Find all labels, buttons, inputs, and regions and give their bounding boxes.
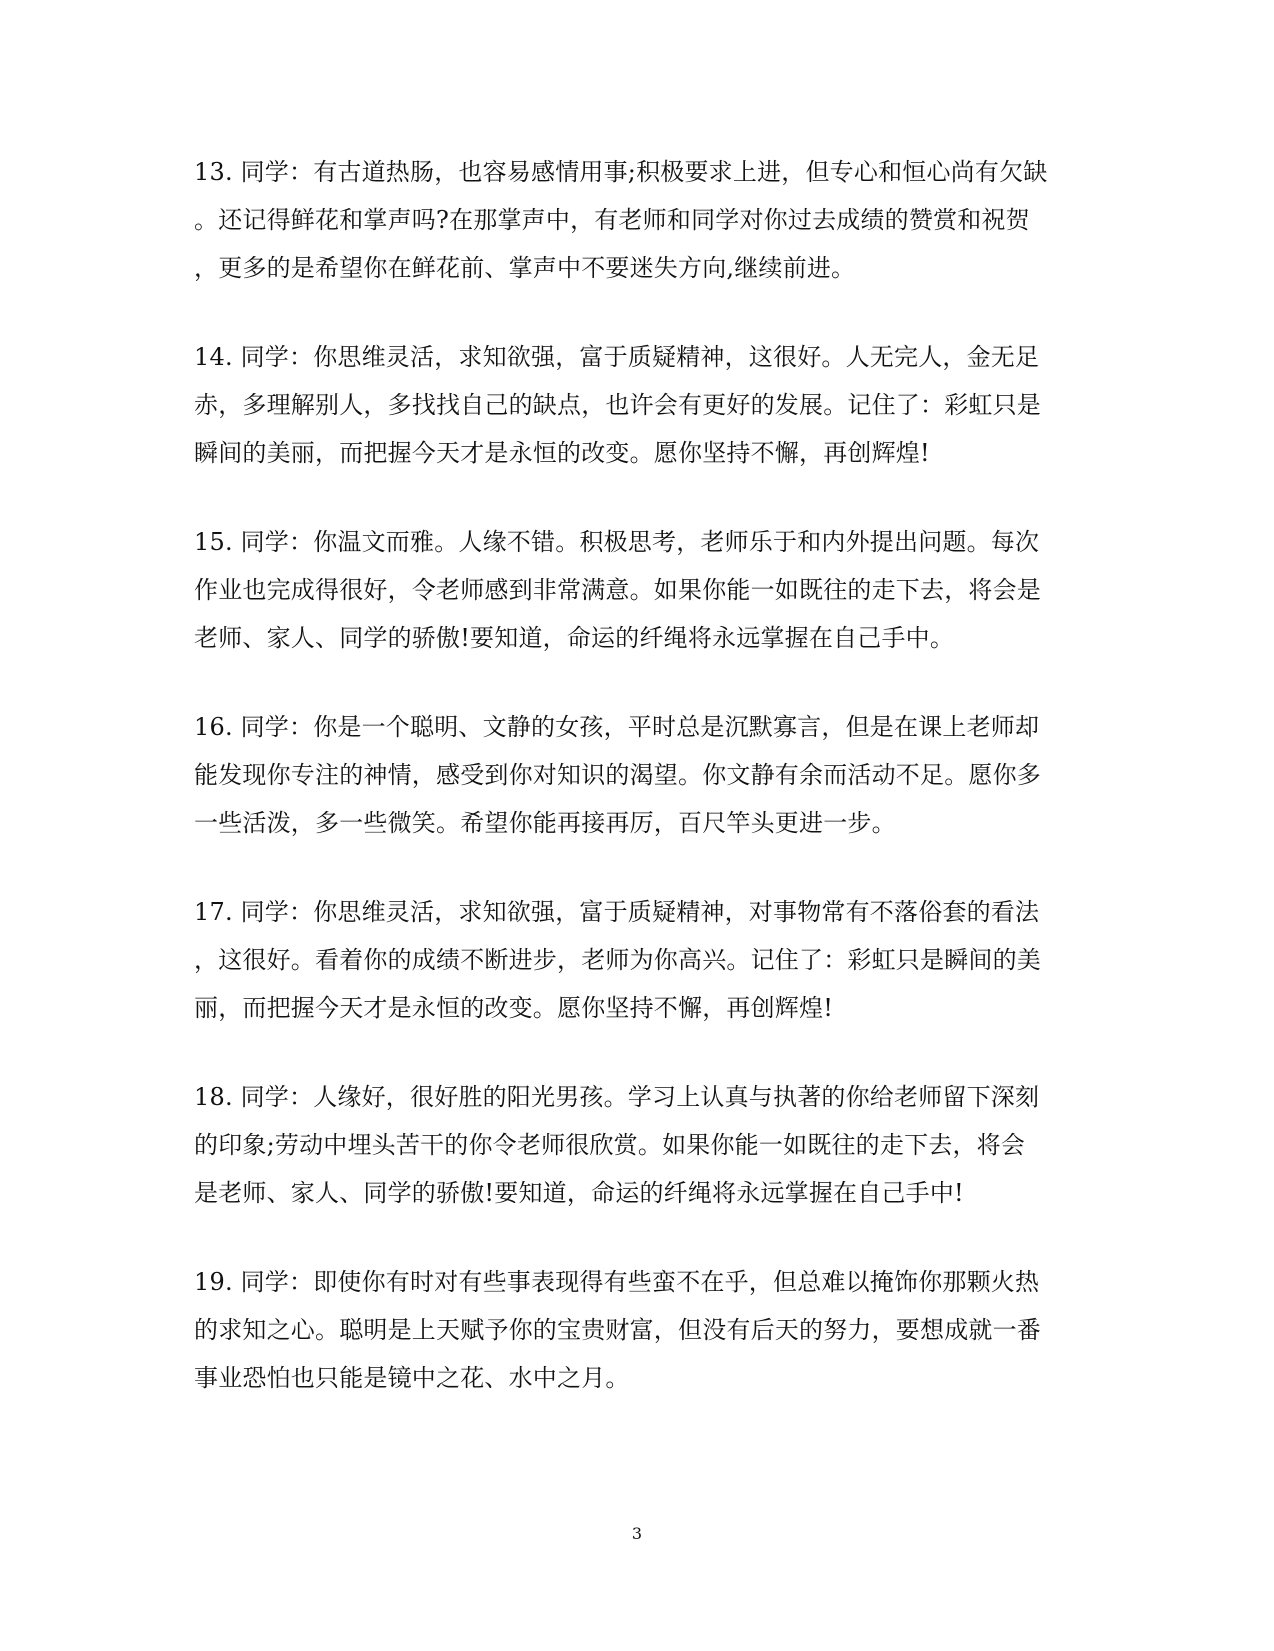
- text-line: 作业也完成得很好，令老师感到非常满意。如果你能一如既往的走下去，将会是: [194, 576, 1041, 604]
- text-line: 15. 同学：你温文而雅。人缘不错。积极思考，老师乐于和内外提出问题。每次: [194, 528, 1040, 556]
- comment-entry-13: [194, 148, 1074, 292]
- text-line: 能发现你专注的神情，感受到你对知识的渴望。你文静有余而活动不足。愿你多: [194, 761, 1041, 789]
- text-line: 13. 同学：有古道热肠，也容易感情用事;积极要求上进，但专心和恒心尚有欠缺: [194, 158, 1048, 186]
- text-line: 是老师、家人、同学的骄傲!要知道，命运的纤绳将永远掌握在自己手中!: [194, 1179, 964, 1207]
- text-line: 的求知之心。聪明是上天赋予你的宝贵财富，但没有后天的努力，要想成就一番: [194, 1316, 1041, 1344]
- text-line: ，这很好。看着你的成绩不断进步，老师为你高兴。记住了：彩虹只是瞬间的美: [194, 946, 1041, 974]
- text-line: 16. 同学：你是一个聪明、文静的女孩，平时总是沉默寡言，但是在课上老师却: [194, 713, 1040, 741]
- page-number: 3: [631, 1524, 643, 1543]
- text-line: 事业恐怕也只能是镜中之花、水中之月。: [194, 1364, 630, 1392]
- comment-entry-18: [194, 1073, 1074, 1217]
- text-line: 14. 同学：你思维灵活，求知欲强，富于质疑精神，这很好。人无完人，金无足: [194, 343, 1040, 371]
- text-line: 的印象;劳动中埋头苦干的你令老师很欣赏。如果你能一如既往的走下去，将会: [194, 1131, 1026, 1159]
- comment-entry-16: [194, 703, 1074, 847]
- comment-entry-19: [194, 1258, 1074, 1402]
- comment-entry-15: [194, 518, 1074, 662]
- text-line: 。还记得鲜花和掌声吗?在那掌声中，有老师和同学对你过去成绩的赞赏和祝贺: [194, 206, 1030, 234]
- comment-entry-14: [194, 333, 1074, 477]
- text-line: 18. 同学：人缘好，很好胜的阳光男孩。学习上认真与执著的你给老师留下深刻: [194, 1083, 1040, 1111]
- text-line: 19. 同学：即使你有时对有些事表现得有些蛮不在乎，但总难以掩饰你那颗火热: [194, 1268, 1040, 1296]
- text-line: 17. 同学：你思维灵活，求知欲强，富于质疑精神，对事物常有不落俗套的看法: [194, 898, 1040, 926]
- text-line: 一些活泼，多一些微笑。希望你能再接再厉，百尺竿头更进一步。: [194, 809, 896, 837]
- text-line: 老师、家人、同学的骄傲!要知道，命运的纤绳将永远掌握在自己手中。: [194, 624, 955, 652]
- comment-entry-17: [194, 888, 1074, 1032]
- text-line: 赤，多理解别人，多找找自己的缺点，也许会有更好的发展。记住了：彩虹只是: [194, 391, 1041, 419]
- text-line: 丽，而把握今天才是永恒的改变。愿你坚持不懈，再创辉煌!: [194, 994, 834, 1022]
- text-line: ，更多的是希望你在鲜花前、掌声中不要迷失方向,继续前进。: [194, 254, 856, 282]
- text-line: 瞬间的美丽，而把握今天才是永恒的改变。愿你坚持不懈，再创辉煌!: [194, 439, 930, 467]
